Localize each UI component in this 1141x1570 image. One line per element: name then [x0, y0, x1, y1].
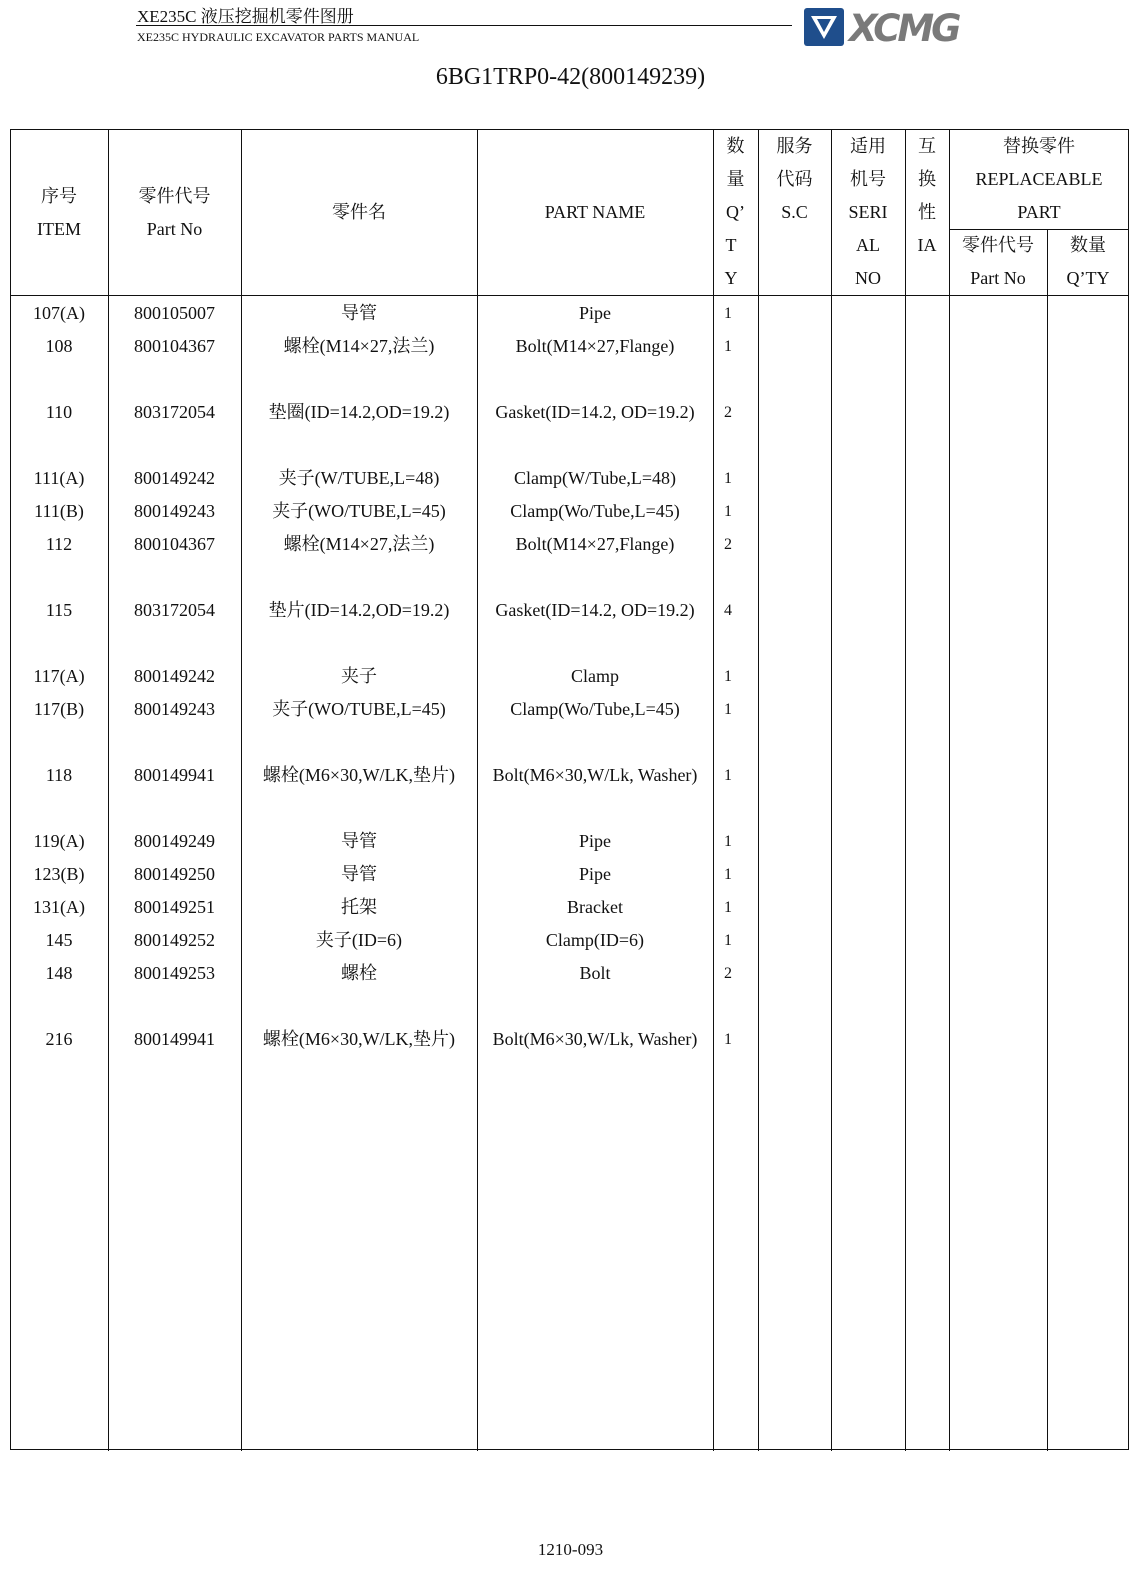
qty-cell: 1: [724, 305, 732, 322]
header-bottom-rule: [10, 295, 1129, 296]
header-ia-0: 互: [918, 136, 936, 156]
header-qty-3: T: [725, 235, 737, 255]
part-no-cell: 800149250: [134, 864, 215, 884]
part-name-cell: Bracket: [567, 897, 623, 917]
part-name-cell: Clamp(Wo/Tube,L=45): [510, 699, 680, 719]
qty-cell: 2: [724, 404, 732, 421]
header-ia-1: 换: [918, 169, 936, 189]
item-cell: 131(A): [33, 897, 85, 917]
header-rep-partno-cn: 零件代号: [962, 235, 1034, 255]
part-no-cell: 800149251: [134, 897, 215, 917]
part-name-cell: Bolt(M14×27,Flange): [515, 336, 675, 356]
item-cell: 148: [45, 963, 73, 983]
part-name-cell: Bolt(M6×30,W/Lk, Washer): [492, 1029, 698, 1049]
qty-cell: 4: [724, 602, 732, 619]
qty-cell: 1: [724, 932, 732, 949]
manual-title-en: XE235C HYDRAULIC EXCAVATOR PARTS MANUAL: [137, 30, 420, 44]
logo-wordmark: XCMG: [849, 7, 959, 48]
cn-name-cell: 垫圈(ID=14.2,OD=19.2): [268, 402, 450, 422]
header-partno-cn: 零件代号: [138, 186, 211, 206]
part-no-cell: 800149243: [134, 699, 215, 719]
qty-cell: 1: [724, 338, 732, 355]
cn-name-cell: 导管: [341, 831, 377, 851]
cn-name-cell: 螺栓(M6×30,W/LK,垫片): [262, 765, 456, 785]
item-cell: 117(A): [33, 666, 85, 686]
column-divider: [949, 129, 950, 1451]
header-qty-4: Y: [724, 268, 738, 288]
qty-cell: 1: [724, 833, 732, 850]
header-qty-2: Q’: [726, 202, 745, 222]
header-rep-partno-en: Part No: [970, 268, 1026, 288]
cn-name-cell: 螺栓(M6×30,W/LK,垫片): [262, 1029, 456, 1049]
qty-cell: 1: [724, 899, 732, 916]
part-no-cell: 800149941: [134, 765, 215, 785]
cn-name-cell: 夹子(WO/TUBE,L=45): [272, 699, 446, 719]
part-no-cell: 800149249: [134, 831, 215, 851]
header-sc-2: S.C: [781, 202, 808, 222]
header-qty-0: 数: [726, 136, 745, 156]
header-rule: [136, 25, 792, 26]
item-cell: 117(B): [33, 699, 85, 719]
part-name-cell: Bolt(M14×27,Flange): [515, 534, 675, 554]
part-no-cell: 800149253: [134, 963, 215, 983]
part-name-cell: Gasket(ID=14.2, OD=19.2): [495, 600, 695, 620]
part-no-cell: 800149941: [134, 1029, 215, 1049]
xcmg-logo: [803, 6, 999, 48]
cn-name-cell: 夹子(W/TUBE,L=48): [278, 468, 440, 488]
part-no-cell: 800104367: [134, 534, 215, 554]
part-name-cell: Clamp: [571, 666, 619, 686]
cn-name-cell: 螺栓(M14×27,法兰): [283, 336, 435, 356]
cn-name-cell: 螺栓(M14×27,法兰): [283, 534, 435, 554]
qty-cell: 2: [724, 536, 732, 553]
header-sc-1: 代码: [776, 169, 813, 189]
header-serial-1: 机号: [850, 169, 886, 189]
header-part-name: PART NAME: [544, 202, 646, 222]
header-serial-4: NO: [855, 268, 881, 288]
cn-name-cell: 导管: [341, 303, 377, 323]
item-cell: 115: [45, 600, 73, 620]
cn-name-cell: 托架: [341, 897, 377, 917]
part-name-cell: Pipe: [578, 831, 611, 851]
item-cell: 107(A): [33, 303, 85, 323]
qty-cell: 2: [724, 965, 732, 982]
cn-name-cell: 夹子(WO/TUBE,L=45): [272, 501, 446, 521]
part-name-cell: Pipe: [578, 864, 611, 884]
header-serial-2: SERI: [848, 202, 888, 222]
item-cell: 110: [45, 402, 73, 422]
qty-cell: 1: [724, 701, 732, 718]
qty-cell: 1: [724, 503, 732, 520]
part-name-cell: Clamp(W/Tube,L=48): [514, 468, 676, 488]
replaceable-qty-divider: [1047, 229, 1048, 1451]
part-no-cell: 803172054: [134, 402, 215, 422]
column-divider: [831, 129, 832, 1451]
header-rep-qty-en: Q’TY: [1066, 268, 1110, 288]
part-name-cell: Bolt(M6×30,W/Lk, Washer): [492, 765, 698, 785]
header-rep-qty-cn: 数量: [1070, 235, 1106, 255]
cn-name-cell: 夹子(ID=6): [315, 930, 403, 950]
header-partno-en: Part No: [146, 219, 203, 239]
header-serial-0: 适用: [850, 136, 886, 156]
header-serial-3: AL: [856, 235, 880, 255]
part-no-cell: 800149243: [134, 501, 215, 521]
part-name-cell: Pipe: [578, 303, 611, 323]
part-no-cell: 800104367: [134, 336, 215, 356]
manual-title-cn: XE235C 液压挖掘机零件图册: [137, 7, 354, 26]
part-no-cell: 800149252: [134, 930, 215, 950]
item-cell: 118: [45, 765, 73, 785]
part-no-cell: 800149242: [134, 468, 215, 488]
part-name-cell: Bolt: [579, 963, 611, 983]
item-cell: 123(B): [33, 864, 85, 884]
part-name-cell: Gasket(ID=14.2, OD=19.2): [495, 402, 695, 422]
part-no-cell: 803172054: [134, 600, 215, 620]
qty-cell: 1: [724, 470, 732, 487]
header-replaceable-1: REPLACEABLE: [975, 169, 1103, 189]
header-ia-2: 性: [918, 202, 936, 222]
qty-cell: 1: [724, 866, 732, 883]
part-no-cell: 800149242: [134, 666, 215, 686]
cn-name-cell: 垫片(ID=14.2,OD=19.2): [268, 600, 450, 620]
qty-cell: 1: [724, 1031, 732, 1048]
document-title: 6BG1TRP0-42(800149239): [435, 64, 706, 90]
page-number: 1210-093: [537, 1540, 604, 1559]
column-divider: [758, 129, 759, 1451]
item-cell: 108: [45, 336, 73, 356]
item-cell: 216: [45, 1029, 73, 1049]
column-divider: [905, 129, 906, 1451]
qty-cell: 1: [724, 767, 732, 784]
item-cell: 145: [45, 930, 73, 950]
item-cell: 119(A): [33, 831, 85, 851]
header-item-cn: 序号: [41, 186, 77, 206]
header-replaceable-2: PART: [1017, 202, 1061, 222]
part-name-cell: Clamp(Wo/Tube,L=45): [510, 501, 680, 521]
header-sc-0: 服务: [776, 136, 813, 156]
cn-name-cell: 夹子: [341, 666, 377, 686]
part-name-cell: Clamp(ID=6): [545, 930, 645, 950]
column-divider: [713, 129, 714, 1451]
header-item-en: ITEM: [37, 219, 81, 239]
header-qty-1: 量: [726, 169, 745, 189]
part-no-cell: 800105007: [134, 303, 215, 323]
qty-cell: 1: [724, 668, 732, 685]
cn-name-cell: 导管: [341, 864, 377, 884]
item-cell: 112: [45, 534, 73, 554]
header-ia-3: IA: [917, 235, 937, 255]
item-cell: 111(B): [34, 501, 84, 521]
header-cn-name: 零件名: [332, 202, 386, 222]
item-cell: 111(A): [33, 468, 85, 488]
cn-name-cell: 螺栓: [341, 963, 377, 983]
header-replaceable-0: 替换零件: [1003, 136, 1075, 156]
